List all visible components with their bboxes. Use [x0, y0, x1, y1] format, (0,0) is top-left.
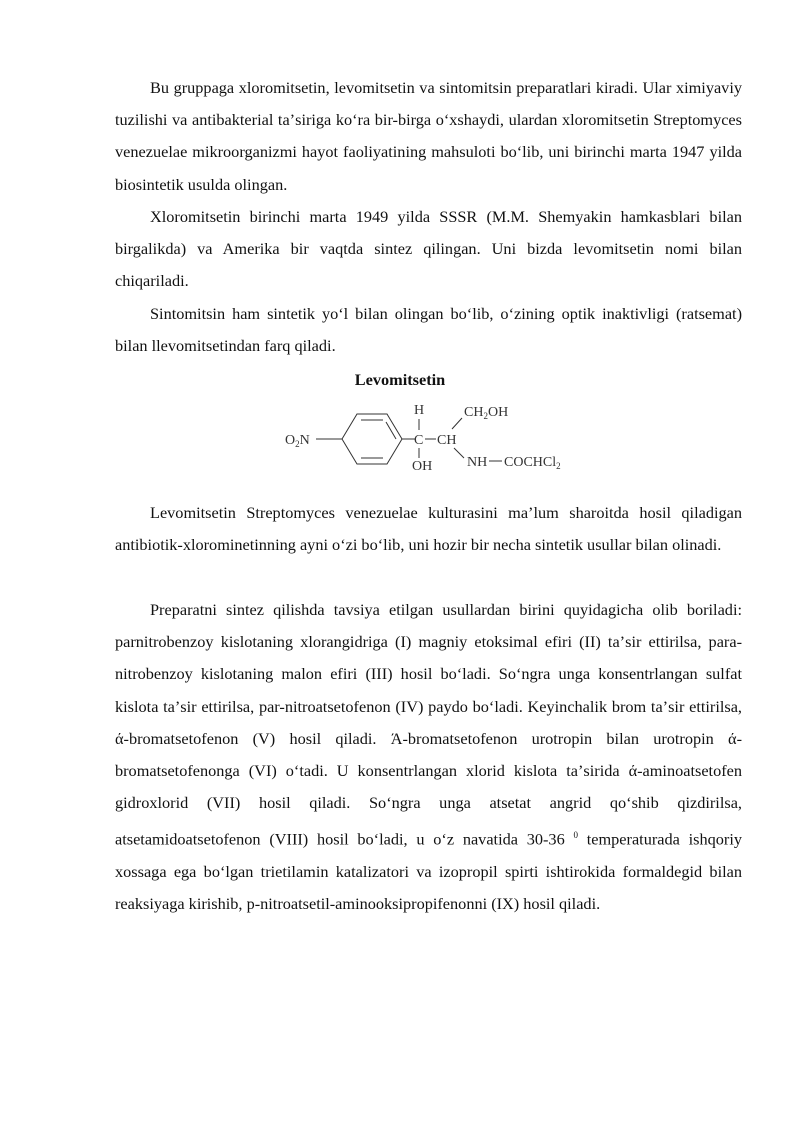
levomitsetin-structural-formula [280, 400, 590, 478]
paragraph-history: Xloromitsetin birinchi marta 1949 yilda SSSR (M.M. Shemyakin hamkasblari bilan birgalikda) va Amerika bir vaqtda sintez qilingan. Uni bizda levomitsetin nomi bilan chiqariladi. [115, 207, 742, 291]
formula-h: H [414, 403, 425, 418]
formula-c: C [414, 433, 424, 448]
svg-text:COCHCl2 [504, 455, 561, 471]
svg-text:CH2OH [464, 405, 508, 421]
ring-double-bond-right [386, 422, 396, 439]
formula-ch2oh-sub: 2 [483, 411, 488, 421]
section-heading: Levomitsetin [354, 370, 446, 389]
bond-ch-ch2oh [452, 418, 462, 429]
paragraph-intro: Bu gruppaga xloromitsetin, levomitsetin va sintomitsin preparatlari kiradi. Ular ximiyaviy tuzilishi va antibakterial taʼsiriga ko‘ra bir-birga o‘xshaydi, ulardan xloromitsetin Streptomyces venezuelae mikroorganizmi hayot faoliyatining mahsuloti bo‘lib, uni birinchi marta 1947 yilda biosintetik usulda olingan. [115, 78, 742, 194]
bond-ch-nh [454, 448, 464, 458]
benzene-ring [342, 414, 402, 464]
formula-cochcl-main: COCHCl [504, 455, 557, 470]
synthesis-text-part1: Preparatni sintez qilishda tavsiya etilgan usullardan birini quyidagicha olib boriladi: parnitrobenzoy kislotaning xlorangidriga (I) magniy etoksimal efiri (II) taʼsir ettirilsa, para-nitrobenzoy kislotaning malon efiri (III) hosil bo‘ladi. So‘ngra unga konsentrlangan sulfat kislota taʼsir ettirilsa, par-nitroatsetofenon (IV) paydo bo‘ladi. Keyinchalik brom taʼsir ettirilsa, ά-bromatsetofenon (V) hosil qiladi. Ά-bromatsetofenon urotropin bilan urotropin ά-bromatsetofenonga (VI) o‘tadi. U konsentrlangan xlorid kislota taʼsirida ά-aminoatsetofen gidroxlorid (VII) hosil qiladi. So‘ngra unga atsetat angrid qo‘shib qizdirilsa, atsetamidoatsetofenon (VIII) hosil bo‘ladi, u o‘z navatida 30-36 [115, 600, 742, 849]
formula-ch: CH [437, 433, 457, 448]
paragraph-sintomitsin: Sintomitsin ham sintetik yo‘l bilan olingan bo‘lib, o‘zining optik inaktivligi (ratsemat) bilan llevomitsetindan farq qiladi. [115, 304, 742, 356]
svg-text:O2N [285, 433, 310, 449]
paragraph-synthesis [115, 594, 742, 920]
formula-o2n-n: N [299, 433, 310, 448]
formula-oh: OH [412, 459, 433, 474]
formula-o2n-o: O [285, 433, 296, 448]
formula-o2n-sub: 2 [295, 439, 300, 449]
formula-ch2oh-oh: OH [487, 405, 509, 420]
synthesis-text-part2: temperaturada ishqoriy xossaga ega bo‘lgan trietilamin katalizatori va izopropil spirti ishtirokida formaldegid bilan reaksiyaga kirishib, p-nitroatsetil-aminooksipropifenonni (IX) hosil qiladi. [115, 829, 742, 914]
formula-ch2oh-ch: CH [464, 405, 484, 420]
degree-superscript: 0 [573, 830, 578, 841]
formula-cochcl-sub: 2 [556, 461, 561, 471]
formula-nh: NH [467, 455, 488, 470]
paragraph-levomitsetin: Levomitsetin Streptomyces venezuelae kulturasini maʼlum sharoitda hosil qiladigan antibiotik-xlorominetinning ayni o‘zi bo‘lib, uni hozir bir necha sintetik usullar bilan olinadi. [115, 503, 742, 555]
